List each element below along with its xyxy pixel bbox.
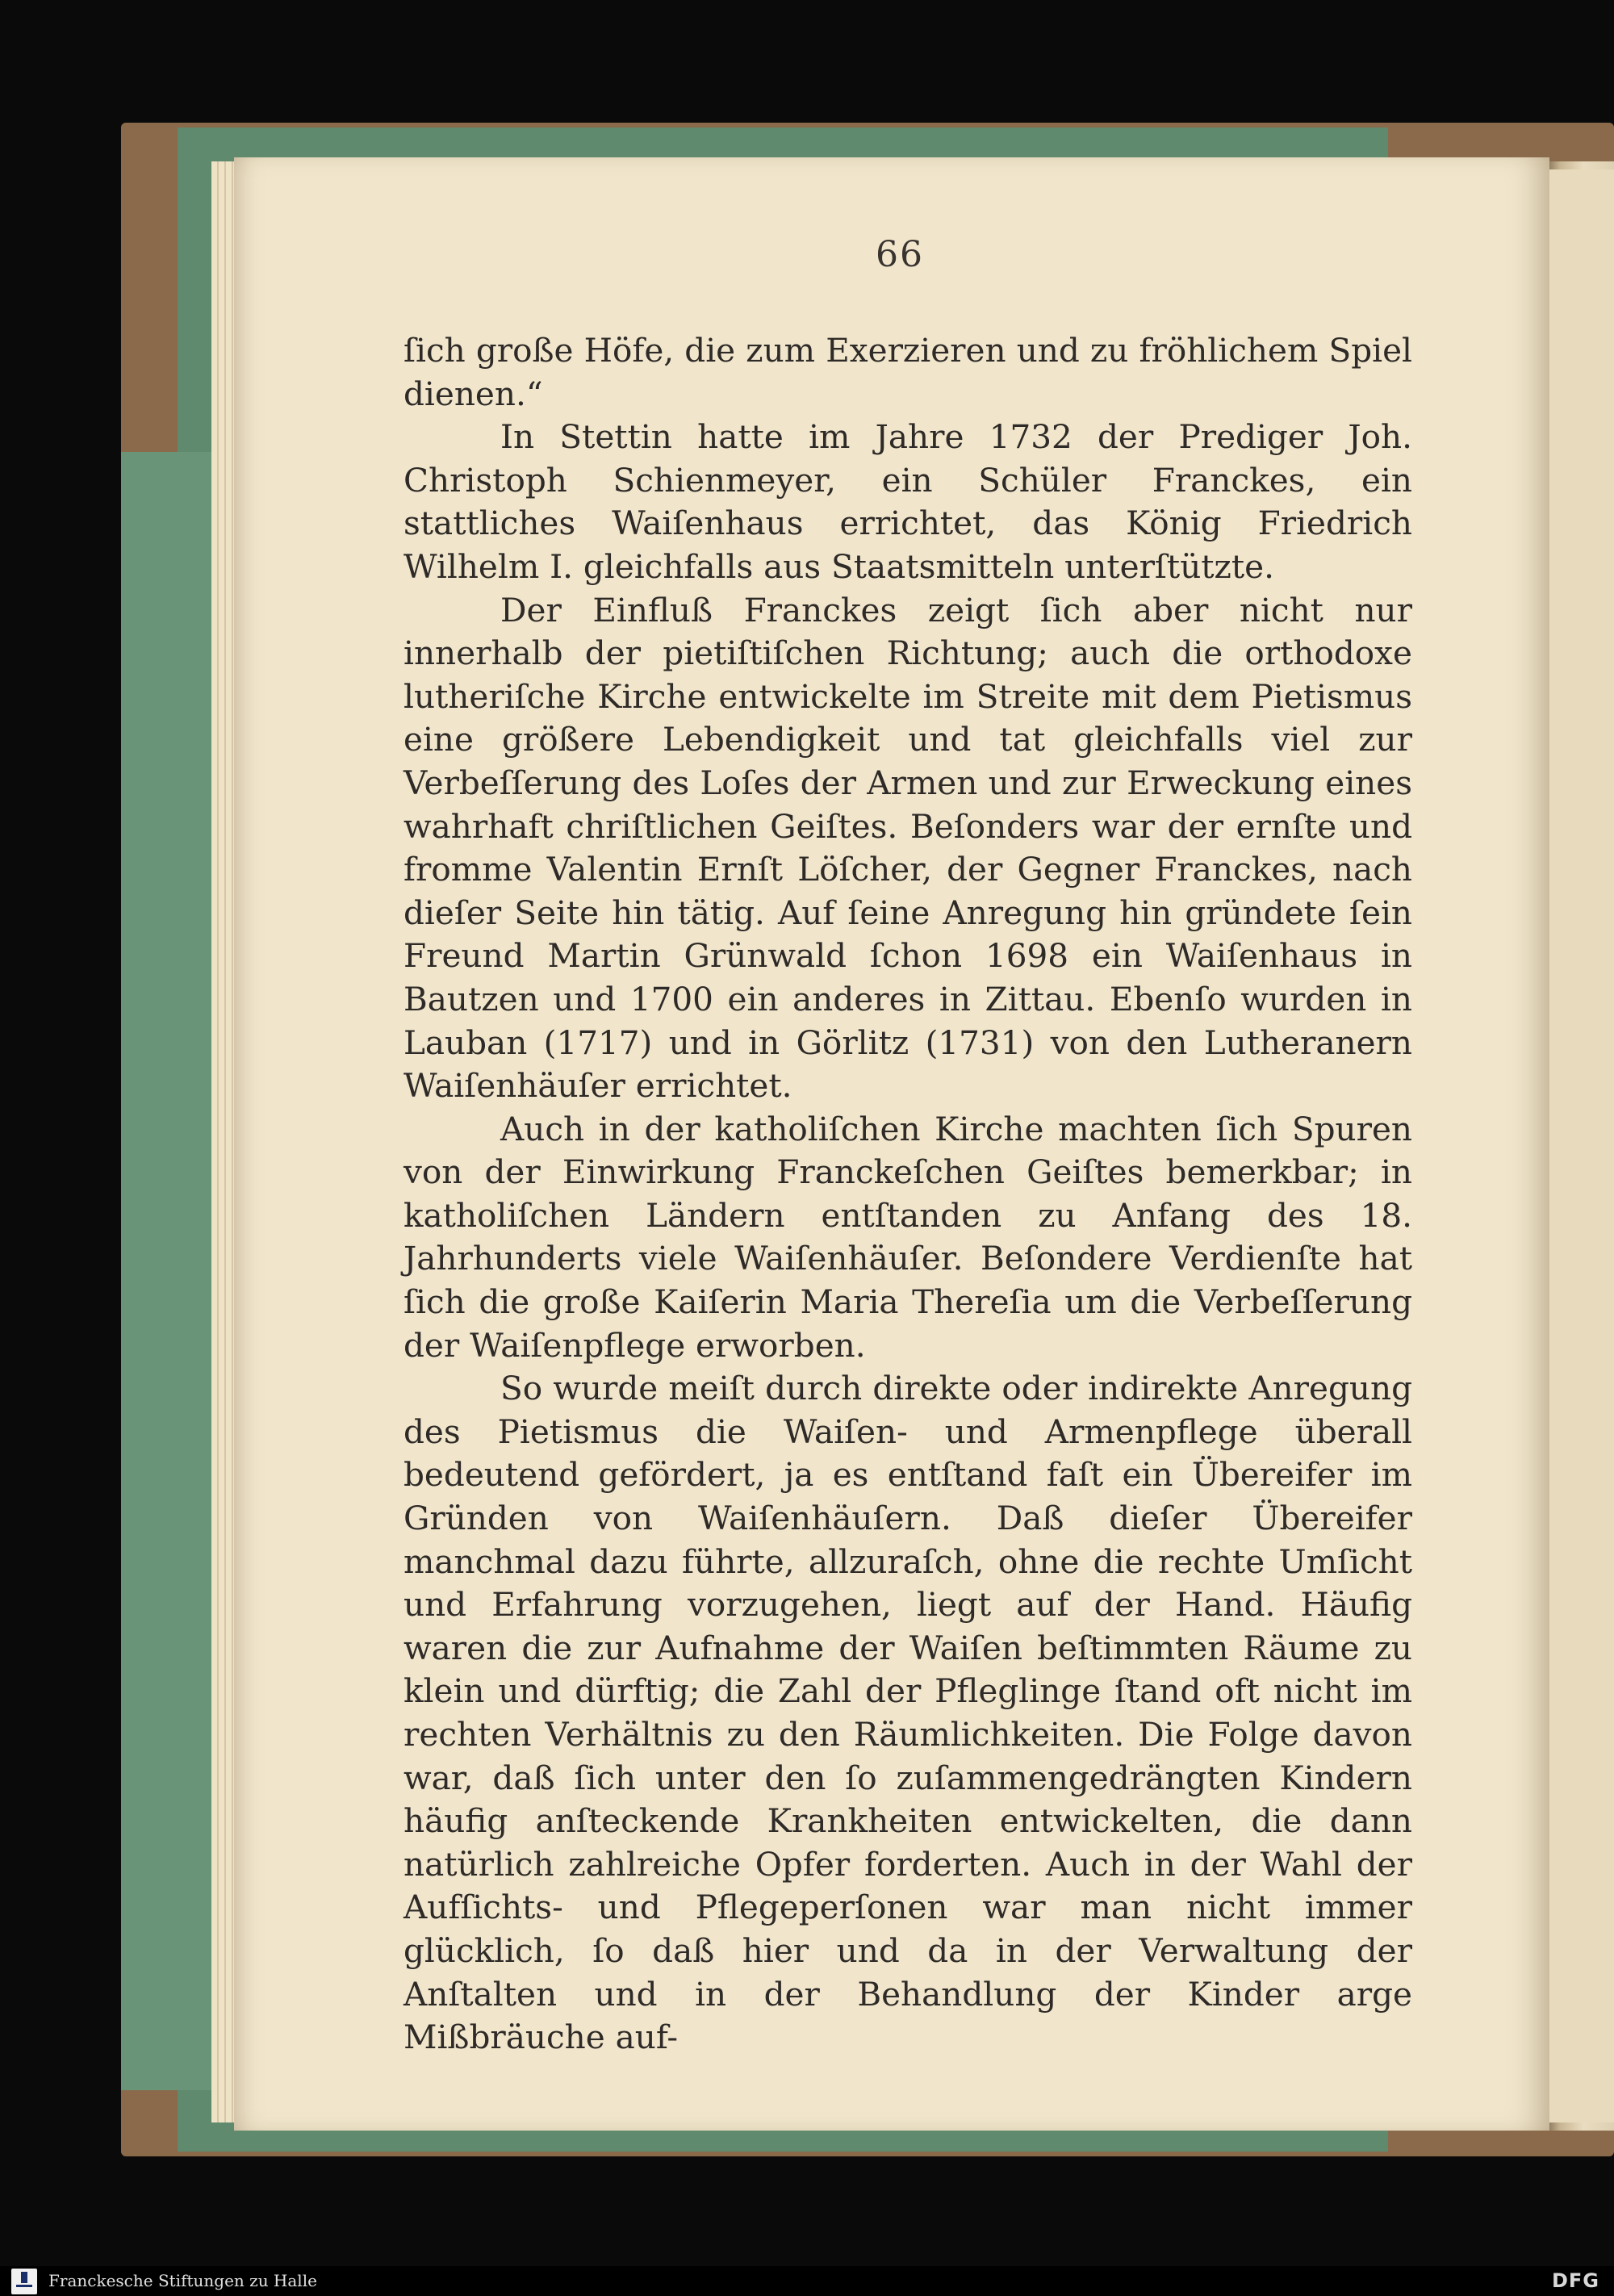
institution-name: Franckesche Stiftungen zu Halle <box>48 2271 317 2290</box>
facing-page-edge <box>1545 169 1614 2122</box>
paragraph: ſich große Höfe, die zum Exerzieren und zu fröhlichem Spiel dienen.“ <box>404 331 1412 413</box>
paragraph: So wurde meiſt durch direkte oder indirekte Anregung des Pietismus die Waiſen- und Armenpflege überall bedeutend gefördert, ja es entſtand faſt ein Übereifer im Gründen von Waiſenhäuſern. Daß dieſer Übereifer manchmal dazu führte, allzuraſch, ohne die rechte Umſicht und Erfahrung vorzugehen, liegt auf der Hand. Häufig waren die zur Aufnahme der Waiſen beſtimmten Räume zu klein und dürftig; die Zahl der Pfleglinge ſtand oft nicht im rechten Verhältnis zu den Räumlichkeiten. Die Folge davon war, daß ſich unter den ſo zuſammengedrängten Kindern häufig anſteckende Krankheiten entwickelten, die dann natürlich zahlreiche Opfer forderten. Auch in der Wahl der Aufſichts- und Pflegeperſonen war man nicht immer glücklich, ſo daß hier und da in der Verwaltung der Anſtalten und in der Behandlung der Kinder arge Mißbräuche auf- <box>404 1369 1412 2057</box>
dfg-logo: DFG <box>1551 2269 1599 2292</box>
paragraph: Der Einfluß Franckes zeigt ſich aber nicht nur innerhalb der pietiſtiſchen Richtung; auch die orthodoxe lutheriſche Kirche entwickelte im Streite mit dem Pietismus eine größere Lebendigkeit und tat gleichfalls viel zur Verbeſſerung des Loſes der Armen und zur Erweckung eines wahrhaft chriſtlichen Geiſtes. Beſonders war der ernſte und fromme Valentin Ernſt Löſcher, der Gegner Franckes, nach dieſer Seite hin tätig. Auf ſeine Anregung hin gründete ſein Freund Martin Grünwald ſchon 1698 ein Waiſenhaus in Bautzen und 1700 ein anderes in Zittau. Ebenſo wurden in Lauban (1717) und in Görlitz (1731) von den Lutheranern Waiſenhäuſer errichtet. <box>404 590 1412 1106</box>
page-body <box>404 329 1412 2060</box>
institution-logo-icon <box>11 2269 37 2294</box>
paragraph: In Stettin hatte im Jahre 1732 der Prediger Joh. Christoph Schienmeyer, ein Schüler Franckes, ein stattliches Waiſenhaus errichtet, das König Friedrich Wilhelm I. gleichfalls aus Staatsmitteln unterſtützte. <box>404 417 1412 586</box>
paragraph: Auch in der katholiſchen Kirche machten ſich Spuren von der Einwirkung Franckeſchen Geiſtes bemerkbar; in katholiſchen Ländern entſtanden zu Anfang des 18. Jahrhunderts viele Waiſenhäuſer. Beſondere Verdienſte hat ſich die große Kaiſerin Maria Thereſia um die Verbeſſerung der Waiſenpflege erworben. <box>404 1109 1412 1365</box>
viewer-footer <box>0 2266 1614 2296</box>
page-number: 66 <box>876 234 924 275</box>
